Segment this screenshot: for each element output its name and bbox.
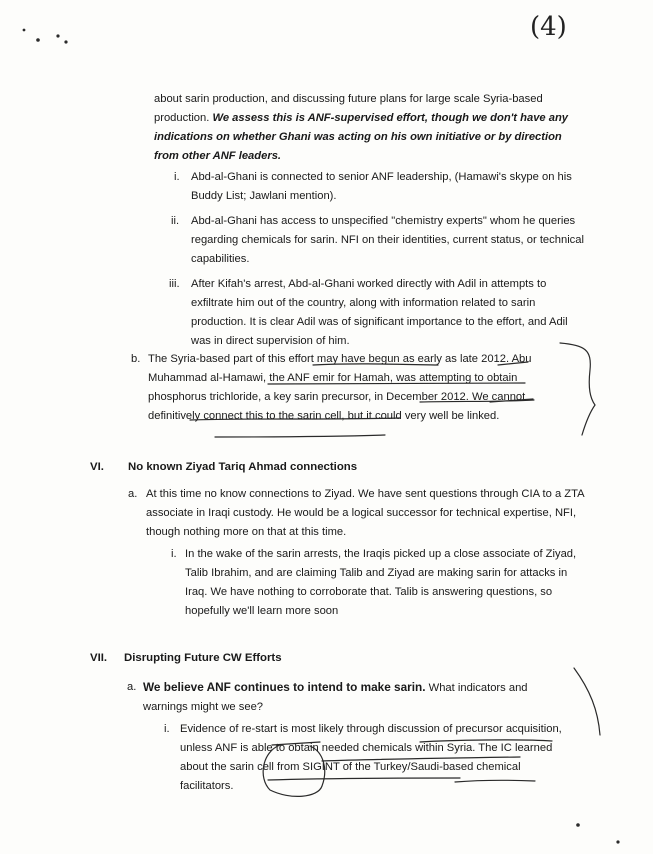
list-marker: i. [171,548,177,560]
section-number: VI. [90,461,104,473]
intro-plain-text: about sarin production, and discussing future plans for large scale Syria-based production. [154,93,543,124]
list-marker: a. [127,681,137,693]
section-title: Disrupting Future CW Efforts [124,652,282,664]
list-marker: iii. [169,278,180,290]
indicators-question: What indicators and warnings might we see? [143,682,528,713]
intro-paragraph [154,90,574,166]
handwritten-page-number: (4) [530,12,567,42]
sarin-intent-statement: We believe ANF continues to intend to make sarin. [143,680,426,694]
list-item: In the wake of the sarin arrests, the Iraqis picked up a close associate of Ziyad, Talib Ibrahim, and are claiming Talib and Ziyad are making sarin for attacks in Iraq. We have nothing to corroborate that. Talib is answering questions, so hopefully we'll learn more soon [185,548,577,617]
section-title: No known Ziyad Tariq Ahmad connections [128,461,358,473]
list-item [143,678,573,717]
intro-assessment-text: We assess this is ANF-supervised effort, though we don't have any indications on whether Ghani was acting on his own initiative or by direction from other ANF leaders. [154,112,569,162]
list-item: Evidence of re-start is most likely through discussion of precursor acquisition, unless ANF is able to obtain needed chemicals within Syria. The IC learned about the sarin cell from SIGINT of the Turkey/Saudi-based chemical facilitators. [180,723,562,792]
list-item: Abd-al-Ghani is connected to senior ANF leadership, (Hamawi's skype on his Buddy List; Jawlani mention). [191,171,572,202]
list-marker: i. [174,171,180,183]
list-marker: a. [128,488,138,500]
list-item: At this time no know connections to Ziyad. We have sent questions through CIA to a ZTA associate in Iraqi custody. He would be a logical successor for technical expertise, NFI, though nothing more on that at this time. [146,488,584,538]
list-item: Abd-al-Ghani has access to unspecified "chemistry experts" whom he queries regarding chemicals for sarin. NFI on their identities, current status, or technical capabilities. [191,215,584,265]
list-marker: ii. [171,215,180,227]
list-item: After Kifah's arrest, Abd-al-Ghani worked directly with Adil in attempts to exfiltrate him out of the country, along with information related to sarin production. It is clear Adil was of significant importance to the effort, and Adil was in direct supervision of him. [191,278,568,347]
list-item: The Syria-based part of this effort may have begun as early as late 2012. Abu Muhammad al-Hamawi, the ANF emir for Hamah, was attempting to obtain phosphorus trichloride, a key sarin precursor, in December 2012. We cannot definitively connect this to the sarin cell, but it could very well be linked. [148,353,532,422]
list-marker: b. [131,353,141,365]
list-marker: i. [164,723,170,735]
section-number: VII. [90,652,108,664]
